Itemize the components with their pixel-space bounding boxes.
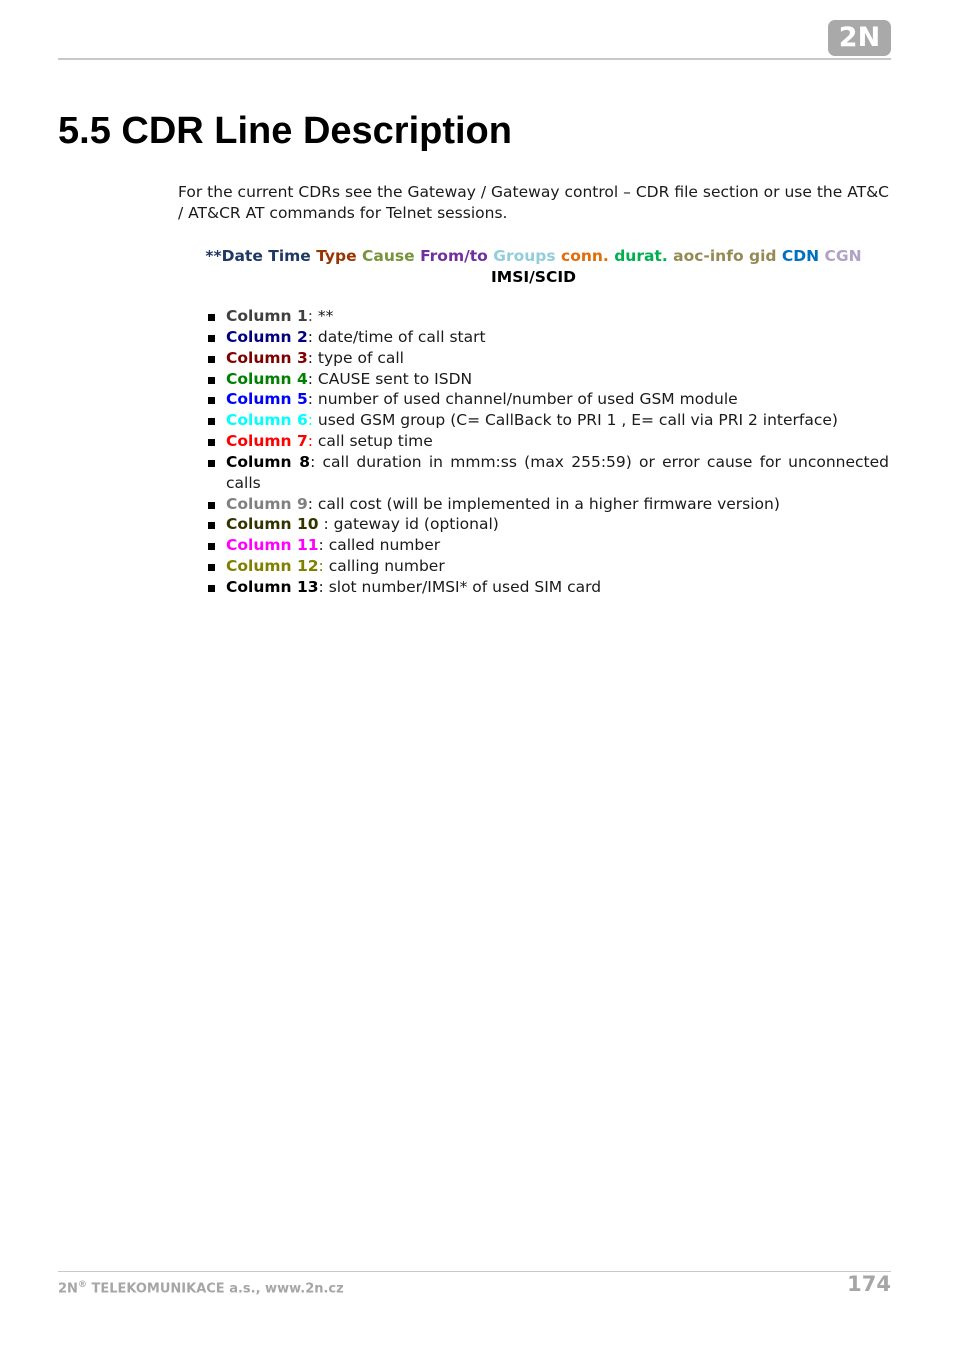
page-number: 174: [847, 1272, 891, 1296]
column-description: CAUSE sent to ISDN: [317, 369, 473, 388]
bullet-icon: [208, 502, 215, 509]
footer-company-rest: TELEKOMUNIKACE a.s., www.2n.cz: [86, 1281, 344, 1297]
column-label: Column 4: [226, 369, 308, 388]
cdr-format-line: [178, 246, 889, 288]
list-item: [205, 410, 889, 431]
list-item: [205, 577, 889, 598]
column-label: Column 13: [226, 577, 319, 596]
column-description: calling number: [328, 557, 445, 576]
list-item: [205, 556, 889, 577]
format-field: CDN: [781, 247, 825, 265]
bullet-icon: [208, 397, 215, 404]
column-description: date/time of call start: [317, 327, 486, 346]
bullet-icon: [208, 564, 215, 571]
format-field: Cause: [362, 247, 421, 265]
brand-logo: 2N: [828, 20, 891, 56]
format-field: Groups: [493, 247, 561, 265]
column-separator: :: [307, 411, 318, 430]
bullet-icon: [208, 356, 215, 363]
column-separator: :: [307, 327, 318, 346]
format-field: From/to: [420, 247, 494, 265]
column-description: used GSM group (C= CallBack to PRI 1 , E= call via PRI 2 interface): [317, 411, 838, 430]
column-separator: :: [318, 557, 329, 576]
bullet-icon: [208, 543, 215, 550]
format-field: conn.: [561, 247, 615, 265]
column-list: [205, 306, 889, 598]
bullet-icon: [208, 522, 215, 529]
column-separator: :: [307, 390, 318, 409]
list-item: [205, 431, 889, 452]
column-separator: :: [307, 432, 318, 451]
column-separator: :: [307, 494, 318, 513]
list-item: [205, 327, 889, 348]
bullet-icon: [208, 314, 215, 321]
column-separator: :: [307, 369, 318, 388]
column-description: called number: [328, 536, 441, 555]
bullet-icon: [208, 585, 215, 592]
column-description: **: [317, 307, 334, 325]
column-label: Column 9: [226, 494, 308, 513]
footer-company: [58, 1280, 344, 1296]
column-separator: :: [307, 348, 318, 367]
column-description: type of call: [317, 348, 404, 367]
column-separator: :: [318, 536, 329, 555]
list-item: [205, 494, 889, 515]
column-description: slot number/IMSI* of used SIM card: [328, 577, 602, 596]
format-field: **Date Time: [205, 247, 317, 265]
bullet-icon: [208, 418, 215, 425]
bullet-icon: [208, 335, 215, 342]
column-label: Column 7: [226, 432, 308, 451]
format-field: Type: [316, 247, 363, 265]
column-label: Column 1: [226, 307, 308, 325]
column-label: Column 11: [226, 536, 319, 555]
column-label: Column 12: [226, 557, 319, 576]
column-separator: :: [318, 515, 334, 534]
list-item: [205, 306, 889, 327]
column-label: Column 3: [226, 348, 308, 367]
column-description: gateway id (optional): [333, 515, 499, 534]
intro-paragraph: For the current CDRs see the Gateway / Gateway control – CDR file section or use the AT&C / AT&CR AT commands for Telnet sessions.: [178, 183, 889, 222]
column-label: Column 5: [226, 390, 308, 409]
footer-brand: 2N: [58, 1281, 78, 1297]
format-field: CGN: [824, 247, 862, 265]
column-description: call duration in mmm:ss (max 255:59) or error cause for unconnected calls: [226, 452, 889, 492]
column-description: number of used channel/number of used GSM module: [317, 390, 738, 409]
column-label: Column 10: [226, 515, 319, 534]
column-description: call setup time: [317, 432, 433, 451]
list-item: [205, 389, 889, 410]
format-field: IMSI/SCID: [491, 268, 576, 286]
list-item: [205, 452, 889, 494]
footer-rule: [58, 1271, 891, 1272]
bullet-icon: [208, 377, 215, 384]
column-label: Column 8: [226, 452, 311, 471]
list-item: [205, 514, 889, 535]
list-item: [205, 348, 889, 369]
bullet-icon: [208, 439, 215, 446]
format-field: aoc-info gid: [673, 247, 782, 265]
page-title: 5.5 CDR Line Description: [58, 110, 512, 152]
bullet-icon: [208, 460, 215, 467]
column-description: call cost (will be implemented in a higher firmware version): [317, 494, 780, 513]
column-label: Column 6: [226, 411, 308, 430]
format-field: durat.: [614, 247, 674, 265]
column-separator: :: [310, 452, 323, 471]
header-rule: [58, 58, 891, 60]
column-separator: :: [307, 307, 318, 325]
column-separator: :: [318, 577, 329, 596]
registered-mark: ®: [77, 1280, 87, 1290]
list-item: [205, 535, 889, 556]
list-item: [205, 369, 889, 390]
column-label: Column 2: [226, 327, 308, 346]
